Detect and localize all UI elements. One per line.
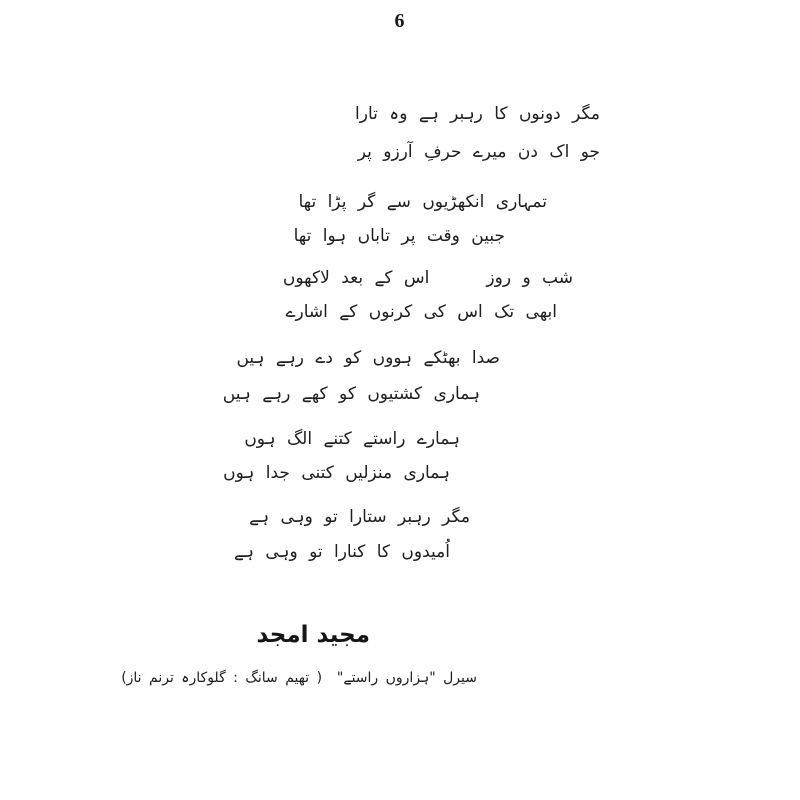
poem-line-4: جبین وقت پر تاباں ہوا تھا xyxy=(293,226,505,246)
poem-line-3: تمہاری انکھڑیوں سے گر پڑا تھا xyxy=(298,192,547,212)
poem-line-9: ہمارے راستے کتنے الگ ہوں xyxy=(244,429,460,449)
poem-line-8: ہماری کشتیوں کو کھے رہے ہیں xyxy=(222,384,480,404)
poem-line-7: صدا بھٹکے ہووں کو دے رہے ہیں xyxy=(236,348,500,368)
poem-line-1: مگر دونوں کا رہبر ہے وہ تارا xyxy=(355,104,600,124)
page-number: 6 xyxy=(394,10,406,32)
poem-line-11: مگر رہبر ستارا تو وہی ہے xyxy=(249,507,470,527)
author-signature: مجید امجد xyxy=(256,622,370,648)
poem-line-5: شب و روز اس کے بعد لاکھوں xyxy=(282,268,573,288)
poem-line-10: ہماری منزلیں کتنی جدا ہوں xyxy=(223,463,450,483)
poem-line-6: ابھی تک اس کی کرنوں کے اشارے xyxy=(285,302,557,322)
poem-line-2: جو اک دن میرے حرفِ آرزو پر xyxy=(357,142,600,162)
poem-line-12: اُمیدوں کا کنارا تو وہی ہے xyxy=(234,542,450,562)
source-caption: سیرل "ہزاروں راستے" ( تھیم سانگ : گلوکارہ ترنم ناز) xyxy=(121,670,477,686)
